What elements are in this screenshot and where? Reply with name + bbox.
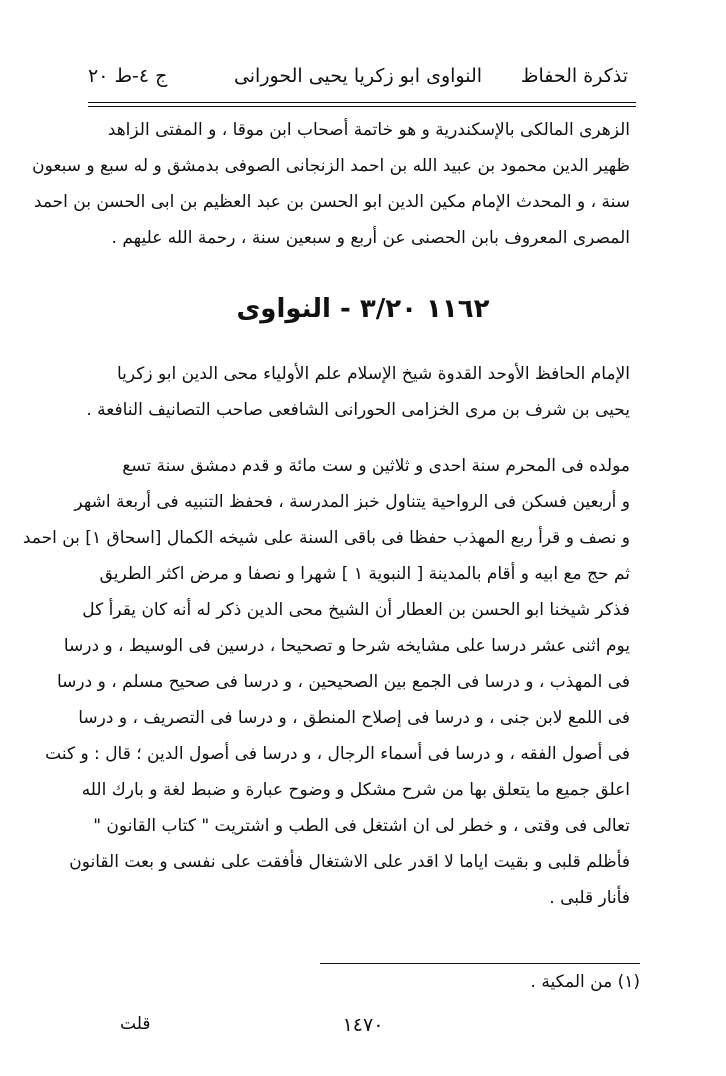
- text-line: مولده فى المحرم سنة احدى و ثلاثين و ست مائة و قدم دمشق سنة تسع: [122, 456, 630, 476]
- footnote: (١) من المكية .: [530, 972, 640, 992]
- paragraph-previous-entry-end: [32, 112, 630, 256]
- text-line: فى اللمع لابن جنى ، و درسا فى إصلاح المنطق ، و درسا فى التصريف ، و درسا: [78, 708, 630, 728]
- footnote-divider: [320, 963, 640, 964]
- text-line: و أربعين فسكن فى الرواحية يتناول خبز المدرسة ، فحفظ التنبيه فى أربعة اشهر: [74, 492, 630, 512]
- text-line: فى أصول الفقه ، و درسا فى أسماء الرجال ، و درسا فى أصول الدين ؛ قال : و كنت: [45, 744, 630, 764]
- text-line: الإمام الحافظ الأوحد القدوة شيخ الإسلام علم الأولياء محى الدين ابو زكريا: [116, 364, 630, 384]
- text-line: و نصف و قرأ ربع المهذب حفظا فى باقى السنة على شيخه الكمال [اسحاق ١] بن احمد: [22, 528, 630, 548]
- text-line: اعلق جميع ما يتعلق بها من شرح مشكل و وضوح عبارة و ضبط لغة و بارك الله: [81, 780, 630, 800]
- text-line: المصرى المعروف بابن الحصنى عن أربع و سبعين سنة ، رحمة الله عليهم .: [111, 228, 630, 248]
- volume-page-marker: ج ٤-ط ٢٠: [88, 65, 168, 87]
- text-line: ظهير الدين محمود بن عبيد الله بن احمد الزنجانى الصوفى بدمشق و له سبع و سبعون: [32, 156, 630, 176]
- text-line: تعالى فى وقتى ، و خطر لى ان اشتغل فى الطب و اشتريت " كتاب القانون ": [93, 816, 630, 836]
- paragraph-entry-intro: [86, 356, 630, 428]
- text-line: فى المهذب ، و درسا فى الجمع بين الصحيحين ، و درسا فى صحيح مسلم ، و درسا: [56, 672, 630, 692]
- text-line: الزهرى المالكى بالإسكندرية و هو خاتمة أصحاب ابن موقا ، و المفتى الزاهد: [107, 120, 630, 140]
- text-line: سنة ، و المحدث الإمام مكين الدين ابو الحسن بن عبد العظيم بن ابى الحسن بن احمد: [33, 192, 630, 212]
- header-rule-top: [88, 102, 636, 103]
- text-line: يوم اثنى عشر درسا على مشايخه شرحا و تصحيحا ، درسين فى الوسيط ، و درسا: [63, 636, 630, 656]
- running-title: النواوى ابو زكريا يحيى الحورانى: [233, 65, 483, 87]
- catchword: قلت: [120, 1014, 151, 1034]
- header-rule-bottom: [88, 106, 636, 107]
- text-line: فأنار قلبى .: [549, 888, 630, 908]
- text-line: يحيى بن شرف بن مرى الخزامى الحورانى الشافعى صاحب التصانيف النافعة .: [86, 400, 630, 420]
- book-title: تذكرة الحفاظ: [520, 65, 628, 87]
- text-line: ثم حج مع ابيه و أقام بالمدينة [ النبوية ١ ] شهرا و نصفا و مرض اكثر الطريق: [99, 564, 630, 584]
- entry-heading: ١١٦٢ ٣/٢٠ - النواوى: [236, 294, 490, 324]
- text-line: فذكر شيخنا ابو الحسن بن العطار أن الشيخ محى الدين ذكر له أنه كان يقرأ كل: [82, 600, 630, 620]
- page-number: ١٤٧٠: [342, 1014, 384, 1036]
- running-header: [88, 56, 628, 96]
- text-line: فأظلم قلبى و بقيت اياما لا اقدر على الاشتغال فأفقت على نفسى و بعت القانون: [69, 852, 630, 872]
- paragraph-biography: [22, 448, 630, 916]
